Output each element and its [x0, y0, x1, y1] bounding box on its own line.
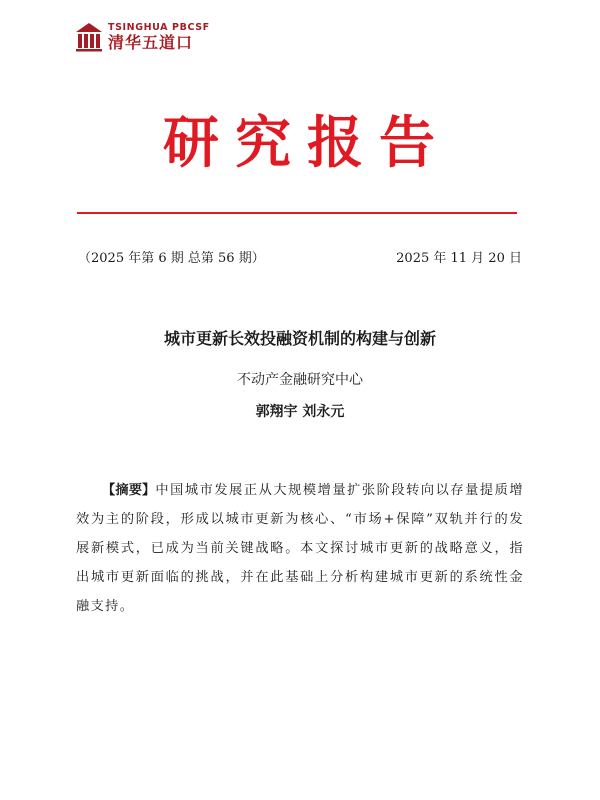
logo — [75, 20, 210, 54]
logo-text — [108, 22, 210, 52]
abstract — [76, 476, 524, 621]
title-divider — [77, 212, 517, 214]
abstract-text: 中国城市发展正从大规模增量扩张阶段转向以存量提质增效为主的阶段，形成以城市更新为核心、“市场+保障”双轨并行的发展新模式，已成为当前关键战略。本文探讨城市更新的战略意义，指出城市更新面临的挑战，并在此基础上分析构建城市更新的系统性金融支持。 — [76, 483, 525, 614]
department-name: 不动产金融研究中心 — [237, 372, 363, 388]
report-title: 研究报告 — [163, 110, 451, 176]
logo-english-name: TSINGHUA PBCSF — [108, 22, 210, 33]
logo-chinese-name: 清华五道口 — [108, 33, 194, 52]
publish-date: 2025 年 11 月 20 日 — [396, 251, 522, 266]
article-title: 城市更新长效投融资机制的构建与创新 — [163, 329, 436, 348]
issue-number: （2025 年第 6 期 总第 56 期） — [78, 251, 265, 266]
tsinghua-pbcsf-logo-icon — [75, 22, 103, 52]
abstract-label: 【摘要】 — [102, 483, 156, 498]
authors: 郭翔宇 刘永元 — [255, 404, 345, 420]
